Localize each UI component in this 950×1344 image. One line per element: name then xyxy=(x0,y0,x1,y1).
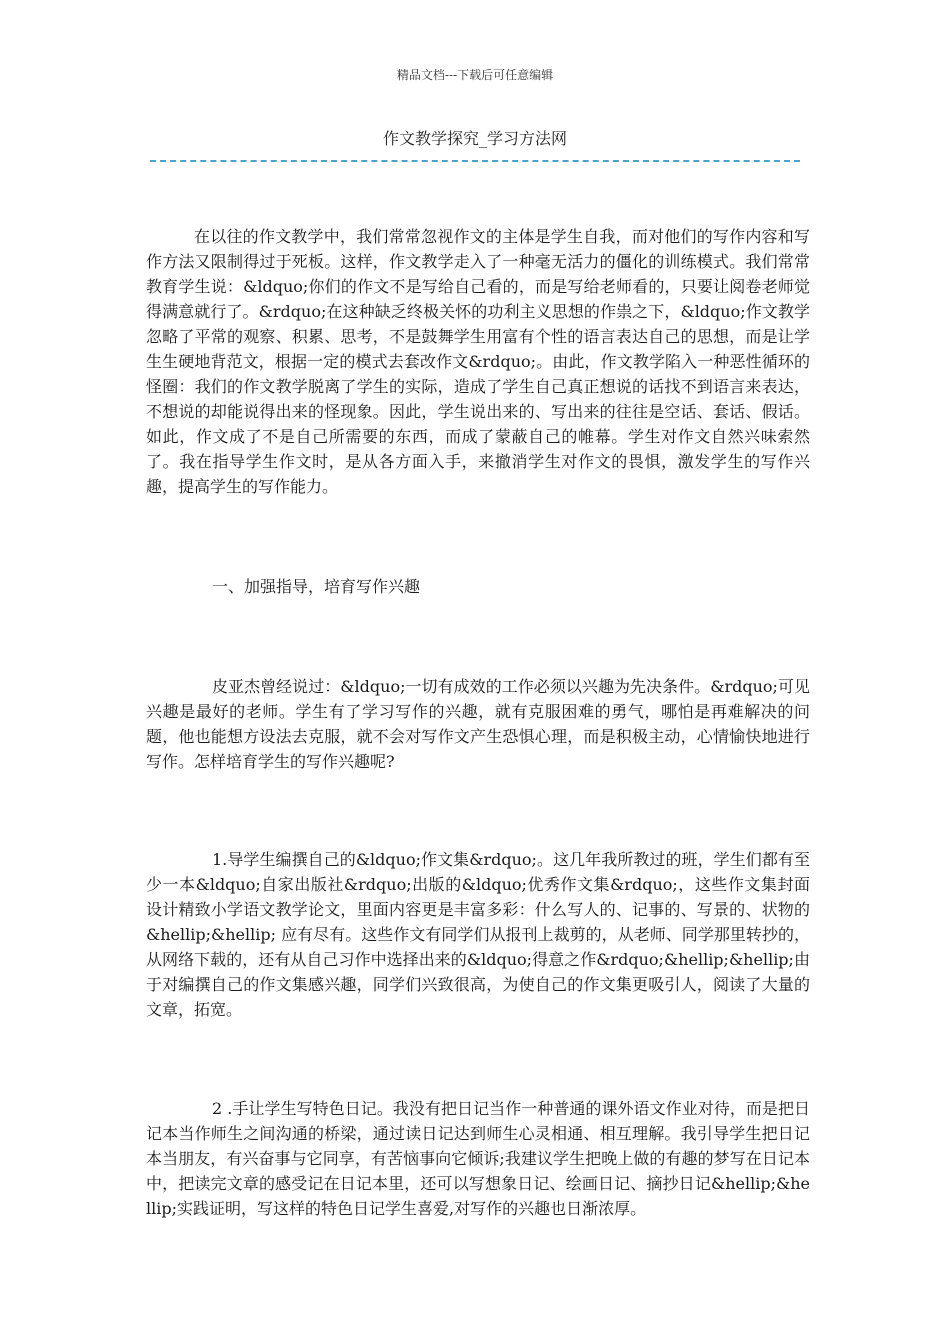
intro-paragraph: 在以往的作文教学中，我们常常忽视作文的主体是学生自我，而对他们的写作内容和写作方法又限制得过于死板。这样，作文教学走入了一种毫无活力的僵化的训练模式。我们常常教育学生说：&ldquo;你们的作文不是写给自己看的，而是写给老师看的，只要让阅卷老师觉得满意就行了。&rdquo;在这种缺乏终极关怀的功利主义思想的作祟之下，&ldquo;作文教学忽略了平常的观察、积累、思考，不是鼓舞学生用富有个性的语言表达自己的思想，而是让学生生硬地背范文，根据一定的模式去套改作文&rdquo;。由此，作文教学陷入一种恶性循环的怪圈：我们的作文教学脱离了学生的实际，造成了学生自己真正想说的话找不到语言来表达，不想说的却能说得出来的怪现象。因此，学生说出来的、写出来的往往是空话、套话、假话。如此，作文成了不是自己所需要的东西，而成了蒙蔽自己的帷幕。学生对作文自然兴味索然了。我在指导学生作文时，是从各方面入手，来撤消学生对作文的畏惧，激发学生的写作兴趣，提高学生的写作能力。 xyxy=(146,227,810,496)
section-heading: 一、加强指导，培育写作兴趣 xyxy=(212,577,421,596)
document-title: 作文教学探究_学习方法网 xyxy=(382,129,567,148)
interest-paragraph: 皮亚杰曾经说过：&ldquo;一切有成效的工作必须以兴趣为先决条件。&rdquo;可见兴趣是最好的老师。学生有了学习写作的兴趣，就有克服困难的勇气，哪怕是再难解决的问题，他也能想方设法去克服，就不会对写作文产生恐惧心理，而是积极主动，心情愉快地进行写作。怎样培育学生的写作兴趣呢? xyxy=(146,677,810,771)
item-1-paragraph: 1.导学生编撰自己的&ldquo;作文集&rdquo;。这几年我所教过的班，学生们都有至少一本&ldquo;自家出版社&rdquo;出版的&ldquo;优秀作文集&rdquo;，这些作文集封面设计精致小学语文教学论文，里面内容更是丰富多彩：什么写人的、记事的、写景的、状物的&hellip;&hellip; 应有尽有。这些作文有同学们从报刊上裁剪的，从老师、同学那里转抄的，从网络下载的，还有从自己习作中选择出来的&ldquo;得意之作&rdquo;&hellip;&hellip;由于对编撰自己的作文集感兴趣，同学们兴致很高，为使自己的作文集更吸引人，阅读了大量的文章，拓宽。 xyxy=(146,850,810,1019)
header-note: 精品文档---下载后可任意编辑 xyxy=(396,68,554,82)
title-divider xyxy=(150,160,800,162)
item-2-paragraph: 2 .手让学生写特色日记。我没有把日记当作一种普通的课外语文作业对待，而是把日记本当作师生之间沟通的桥梁，通过读日记达到师生心灵相通、相互理解。我引导学生把日记本当朋友，有兴奋事与它同享，有苦恼事向它倾诉;我建议学生把晚上做的有趣的梦写在日记本中，把读完文章的感受记在日记本里，还可以写想象日记、绘画日记、摘抄日记&hellip;&hellip;实践证明，写这样的特色日记学生喜爱,对写作的兴趣也日渐浓厚。 xyxy=(146,1099,810,1218)
